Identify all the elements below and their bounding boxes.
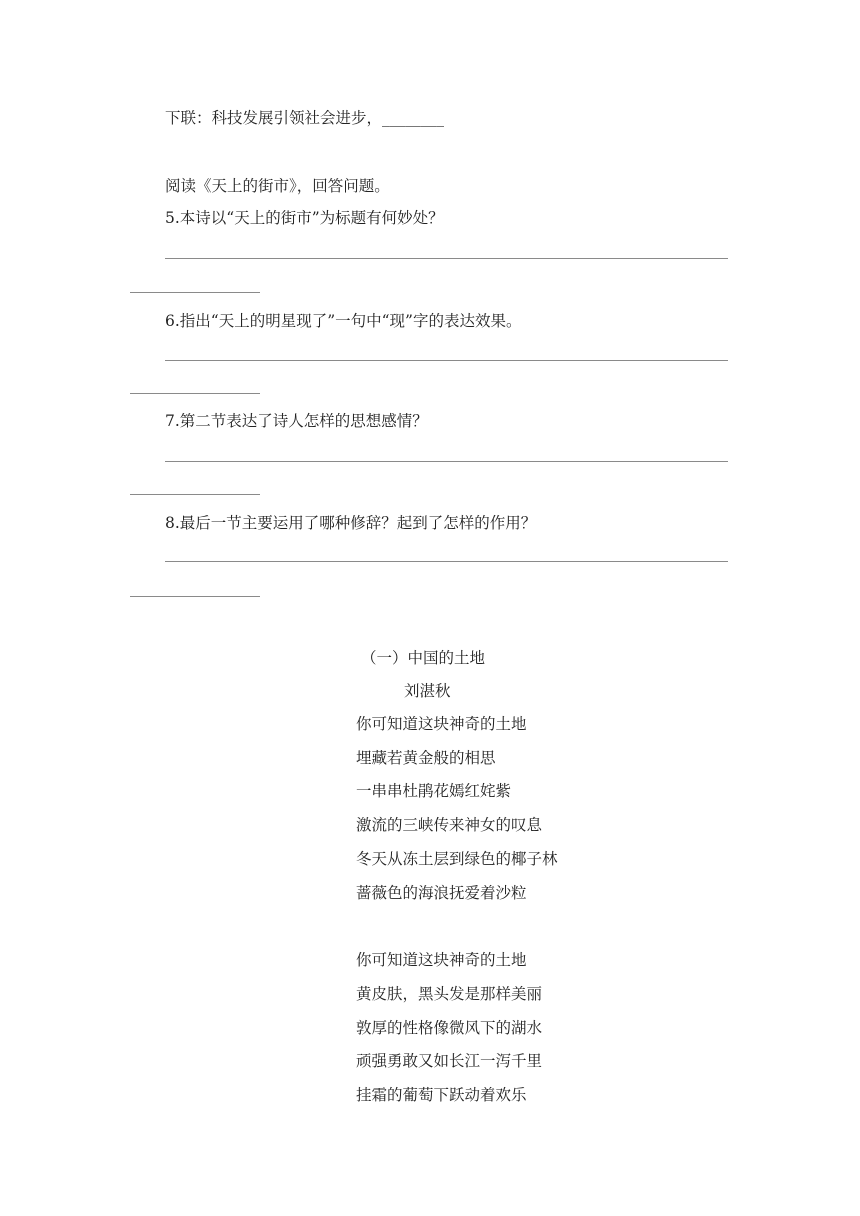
answer-line-5b bbox=[130, 292, 260, 293]
poem-line: 一串串杜鹃花嫣红姹紫 bbox=[356, 782, 512, 800]
question-5: 5.本诗以“天上的街市”为标题有何妙处？ bbox=[165, 209, 444, 227]
couplet-text: 科技发展引领社会进步， bbox=[211, 109, 383, 127]
poem-line: 激流的三峡传来神女的叹息 bbox=[356, 816, 543, 834]
couplet-line bbox=[165, 106, 444, 128]
poem-line: 黄皮肤，黑头发是那样美丽 bbox=[356, 985, 543, 1003]
poem-line: 敦厚的性格像微风下的湖水 bbox=[356, 1019, 543, 1037]
poem-line: 挂霜的葡萄下跃动着欢乐 bbox=[356, 1086, 527, 1104]
poem-line: 蔷薇色的海浪抚爱着沙粒 bbox=[356, 884, 527, 902]
poem-line: 顽强勇敢又如长江一泻千里 bbox=[356, 1052, 543, 1070]
question-6: 6.指出“天上的明星现了”一句中“现”字的表达效果。 bbox=[165, 312, 522, 330]
poem-line: 埋藏若黄金般的相思 bbox=[356, 749, 496, 767]
poem-author: 刘湛秋 bbox=[404, 682, 451, 700]
answer-line-7b bbox=[130, 494, 260, 495]
answer-line-6b bbox=[130, 393, 260, 394]
answer-line-8a bbox=[165, 561, 728, 562]
poem-line: 你可知道这块神奇的土地 bbox=[356, 715, 527, 733]
couplet-label: 下联： bbox=[165, 109, 212, 127]
poem-line: 冬天从冻土层到绿色的椰子林 bbox=[356, 850, 558, 868]
poem-line: 你可知道这块神奇的土地 bbox=[356, 951, 527, 969]
reading-intro: 阅读《天上的街市》，回答问题。 bbox=[165, 177, 390, 195]
poem-title: （一）中国的土地 bbox=[361, 649, 486, 667]
answer-line-7a bbox=[165, 461, 728, 462]
couplet-blank: ________ bbox=[382, 109, 445, 127]
answer-line-6a bbox=[165, 360, 728, 361]
question-8: 8.最后一节主要运用了哪种修辞？起到了怎样的作用？ bbox=[165, 514, 537, 532]
question-7: 7.第二节表达了诗人怎样的思想感情？ bbox=[165, 412, 428, 430]
answer-line-5a bbox=[165, 258, 728, 259]
answer-line-8b bbox=[130, 596, 260, 597]
